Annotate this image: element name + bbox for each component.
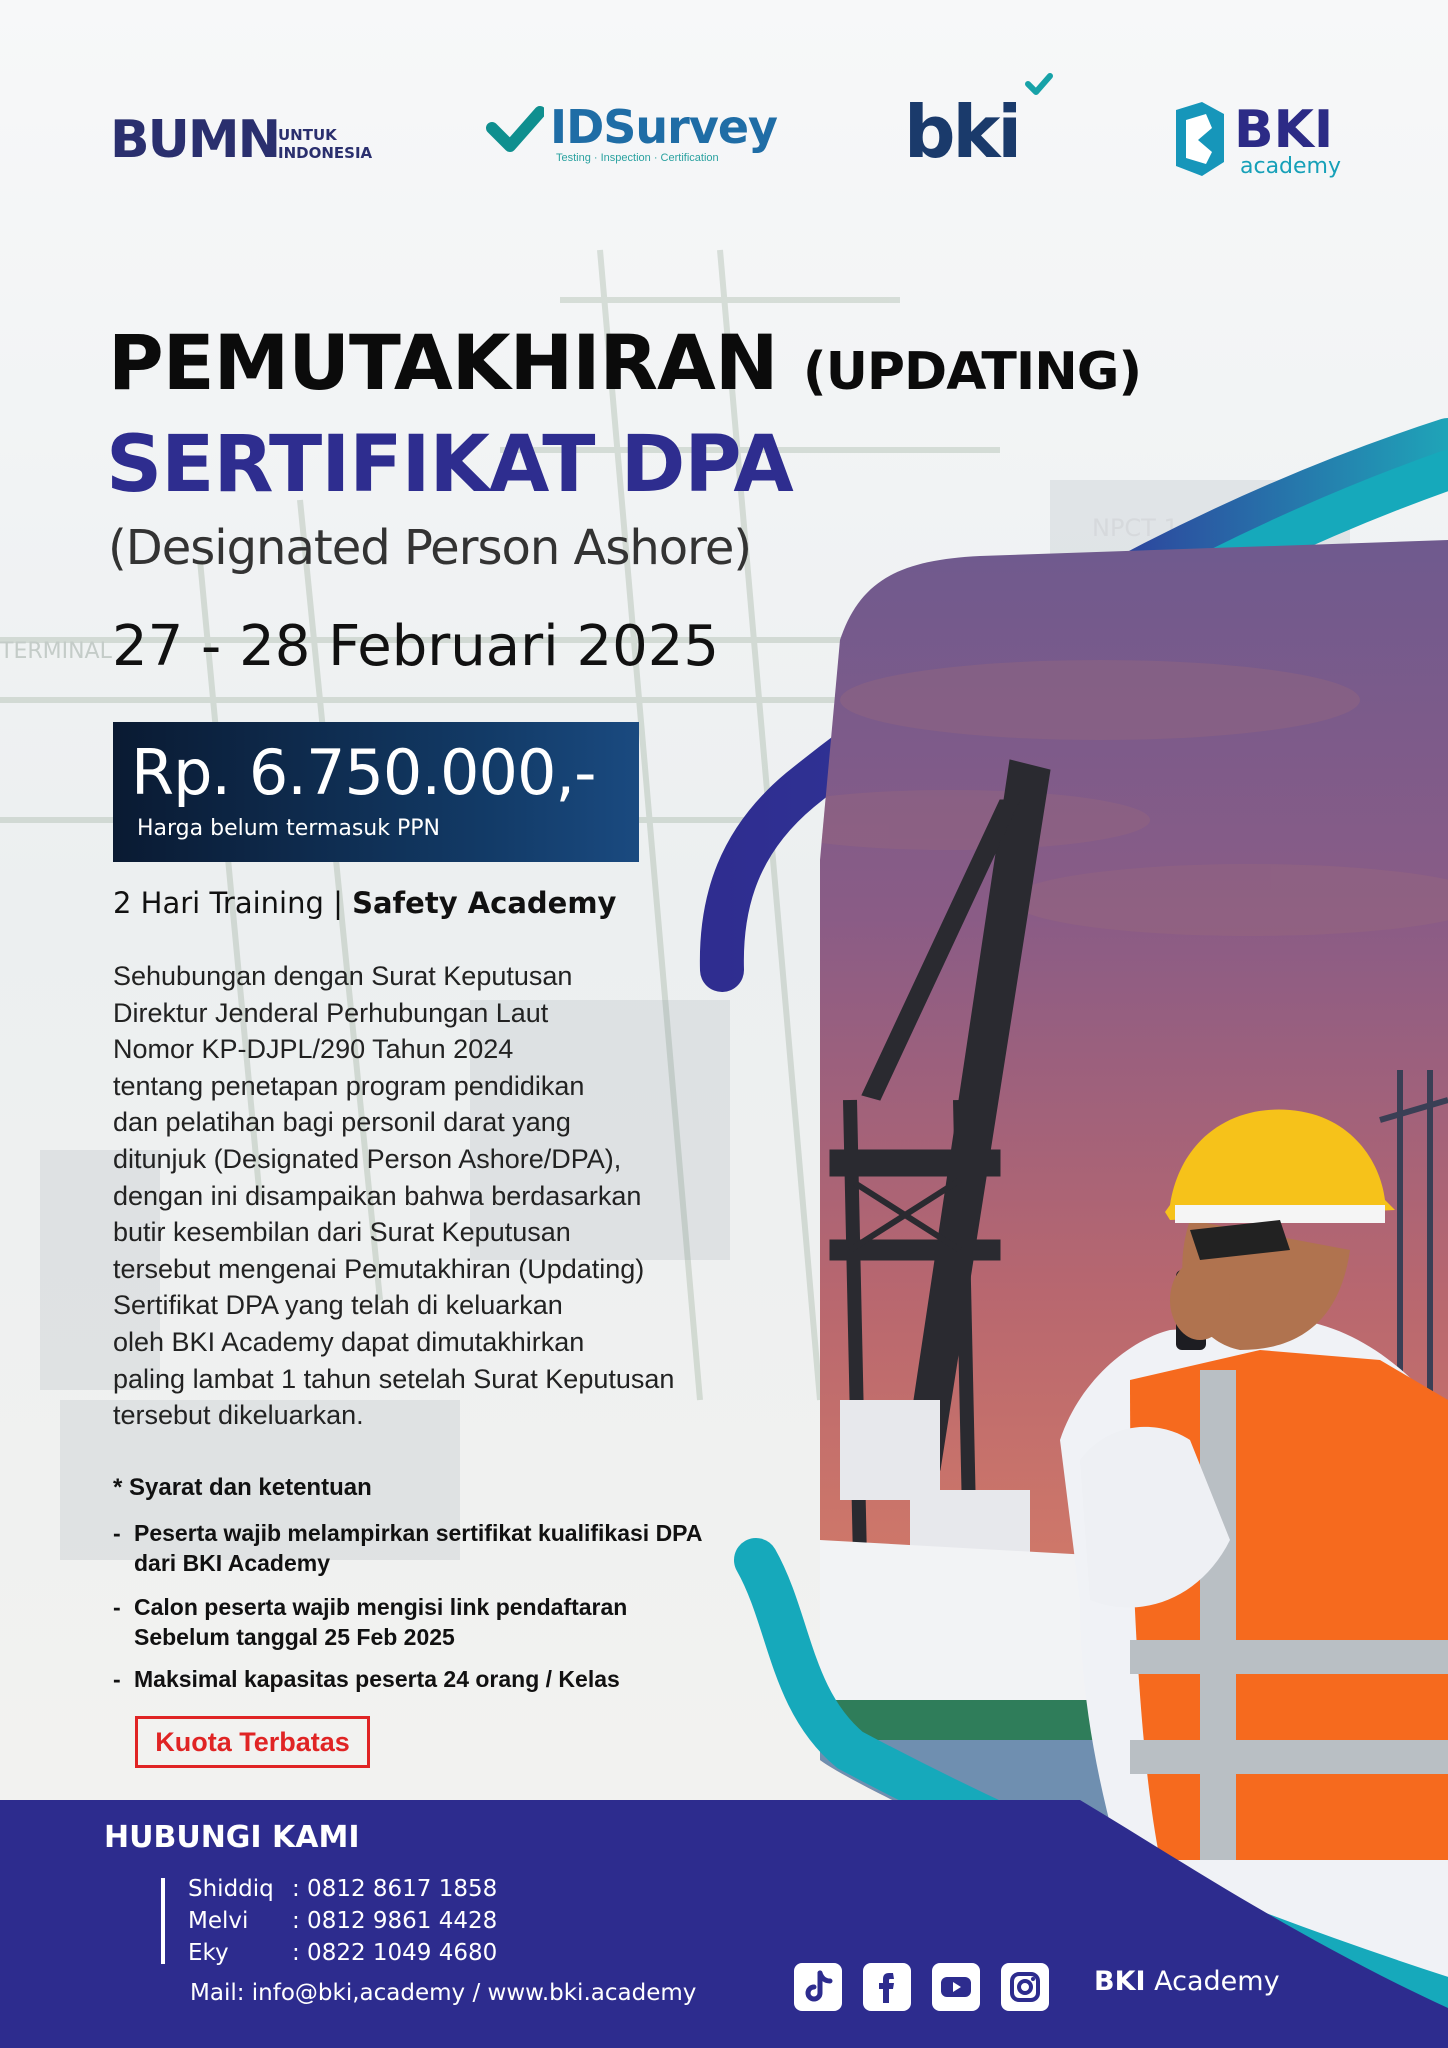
brand-name-rest: Academy: [1145, 1966, 1280, 1997]
facebook-icon[interactable]: [863, 1963, 911, 2011]
bki-academy-wordmark: BKI: [1234, 100, 1334, 160]
contact-heading: HUBUNGI KAMI: [104, 1820, 360, 1855]
description-line: Sertifikat DPA yang telah di keluarkan: [113, 1290, 563, 1321]
title-updating: (UPDATING): [802, 342, 1142, 402]
description-line: tersebut mengenai Pemutakhiran (Updating): [113, 1253, 645, 1284]
contact-divider: [161, 1878, 165, 1964]
description-line: Direktur Jenderal Perhubungan Laut: [113, 997, 549, 1028]
terms-heading: * Syarat dan ketentuan: [113, 1474, 372, 1501]
quota-badge: Kuota Terbatas: [135, 1716, 370, 1768]
contact-phone[interactable]: : 0812 8617 1858: [292, 1876, 498, 1902]
terms-item-dash: -: [113, 1666, 121, 1692]
tiktok-icon[interactable]: [794, 1963, 842, 2011]
bki-academy-emblem-icon: [1172, 100, 1228, 178]
contact-mail[interactable]: Mail: info@bki,academy / www.bki.academy: [190, 1980, 697, 2006]
title-subtitle: (Designated Person Ashore): [108, 520, 752, 576]
description-line: dan pelatihan bagi personil darat yang: [113, 1107, 571, 1138]
description-line: oleh BKI Academy dapat dimutakhirkan: [113, 1326, 585, 1357]
description: [113, 958, 733, 1434]
description-line: tersebut dikeluarkan.: [113, 1400, 364, 1431]
idsurvey-tagline: Testing · Inspection · Certification: [556, 152, 719, 164]
description-line: dengan ini disampaikan bahwa berdasarkan: [113, 1180, 642, 1211]
title-main: PEMUTAKHIRAN: [108, 318, 778, 407]
youtube-icon[interactable]: [932, 1963, 980, 2011]
bg-npct-text: NPCT 1: [1092, 514, 1179, 542]
contact-phone[interactable]: : 0812 9861 4428: [292, 1908, 498, 1934]
bg-terminal-text: TERMINAL: [0, 639, 112, 664]
bki-academy-logo: [1172, 100, 1352, 180]
contact-name: Shiddiq: [188, 1876, 274, 1902]
bki-academy-subtext: academy: [1240, 154, 1342, 179]
training-duration: 2 Hari Training |: [113, 886, 353, 920]
bki-check-icon: [1024, 72, 1054, 98]
title-certificate: SERTIFIKAT DPA: [106, 420, 793, 510]
idsurvey-check-icon: [486, 106, 544, 158]
bumn-tag-line1: UNTUK: [278, 126, 337, 144]
contact-phone[interactable]: : 0822 1049 4680: [292, 1940, 498, 1966]
training-info: [113, 886, 616, 920]
description-line: ditunjuk (Designated Person Ashore/DPA),: [113, 1143, 622, 1174]
price-amount: Rp. 6.750.000,-: [131, 736, 596, 809]
terms-item-dash: -: [113, 1594, 121, 1620]
terms-item-text: Maksimal kapasitas peserta 24 orang / Kelas: [134, 1666, 620, 1692]
idsurvey-logo: [486, 100, 776, 170]
training-academy: Safety Academy: [352, 886, 617, 920]
terms-item-text: Calon peserta wajib mengisi link pendaftaran Sebelum tanggal 25 Feb 2025: [134, 1594, 628, 1650]
bumn-tag-line2: INDONESIA: [278, 144, 373, 162]
event-date: 27 - 28 Februari 2025: [112, 614, 720, 679]
bumn-logo: [110, 110, 373, 170]
bki-wordmark: bki: [904, 90, 1020, 174]
description-line: tentang penetapan program pendidikan: [113, 1070, 585, 1101]
brand-name: [1094, 1966, 1280, 1997]
contact-name: Eky: [188, 1940, 229, 1966]
terms-item-dash: -: [113, 1520, 121, 1546]
price-box: [113, 722, 639, 862]
idsurvey-wordmark: IDSurvey: [550, 100, 778, 154]
description-line: Sehubungan dengan Surat Keputusan: [113, 961, 573, 991]
terms-item-text: Peserta wajib melampirkan sertifikat kualifikasi DPA dari BKI Academy: [134, 1520, 702, 1576]
bki-logo: [904, 72, 1054, 172]
bumn-wordmark: BUMN: [110, 110, 280, 170]
brand-name-bold: BKI: [1094, 1966, 1146, 1997]
description-line: Nomor KP-DJPL/290 Tahun 2024: [113, 1034, 514, 1065]
page-title: [108, 318, 1141, 407]
instagram-icon[interactable]: [1001, 1963, 1049, 2011]
contact-name: Melvi: [188, 1908, 249, 1934]
description-line: butir kesembilan dari Surat Keputusan: [113, 1217, 571, 1248]
description-line: paling lambat 1 tahun setelah Surat Keputusan: [113, 1363, 675, 1394]
price-note: Harga belum termasuk PPN: [137, 816, 440, 841]
